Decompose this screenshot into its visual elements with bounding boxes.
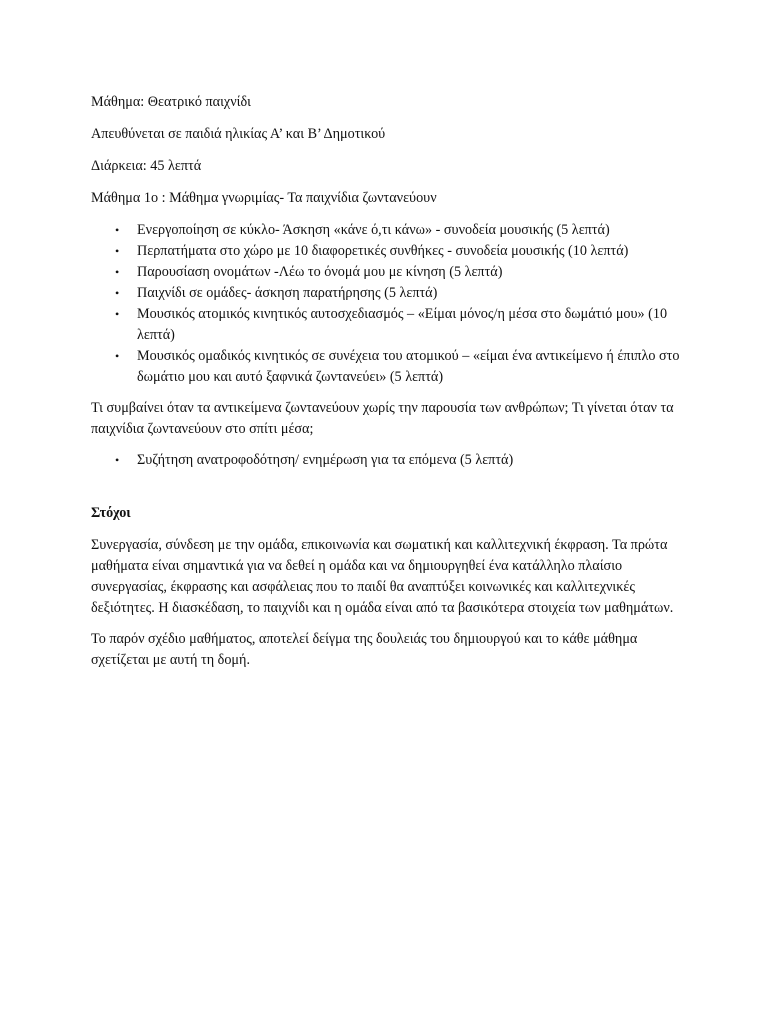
bullet-icon: • [115,223,120,237]
list-item [91,262,681,283]
reflection-question: Τι συμβαίνει όταν τα αντικείμενα ζωντανεύουν χωρίς την παρουσία των ανθρώπων; Τι γίνεται όταν τα παιχνίδια ζωντανεύουν στο σπίτι μέσα; [91,400,674,437]
bullet-icon: • [115,244,120,258]
discussion-list [91,450,681,471]
bullet-icon: • [115,453,120,467]
lesson-meta [91,92,681,209]
list-item-text: Παιχνίδι σε ομάδες- άσκηση παρατήρησης (5 λεπτά) [137,285,438,301]
list-item [91,450,681,471]
list-item-text: Συζήτηση ανατροφοδότηση/ ενημέρωση για τα επόμενα (5 λεπτά) [137,452,514,468]
list-item-text: Μουσικός ομαδικός κινητικός σε συνέχεια του ατομικού – «είμαι ένα αντικείμενο ή έπιπλο στο δωμάτιο μου και αυτό ξαφνικά ζωντανεύει» (5 λεπτά) [137,348,680,385]
list-item [91,346,681,388]
list-item [91,304,681,346]
list-item-text: Περπατήματα στο χώρο με 10 διαφορετικές συνθήκες - συνοδεία μουσικής (10 λεπτά) [137,243,629,259]
list-item [91,283,681,304]
list-item [91,241,681,262]
closing-paragraph: Το παρόν σχέδιο μαθήματος, αποτελεί δείγμα της δουλειάς του δημιουργού και το κάθε μάθημα σχετίζεται με αυτή τη δομή. [91,631,638,668]
goals-paragraph: Συνεργασία, σύνδεση με την ομάδα, επικοινωνία και σωματική και καλλιτεχνική έκφραση. Τα πρώτα μαθήματα είναι σημαντικά για να δεθεί η ομάδα και να δημιουργηθεί ένα κατάλληλο πλαίσιο συνεργασίας, έκφρασης και ασφάλειας που το παιδί θα αναπτύξει κοινωνικές και καλλιτεχνικές δεξιότητες. Η διασκέδαση, το παιχνίδι και η ομάδα είναι από τα βασικότερα στοιχεία των μαθημάτων. [91,537,674,616]
list-item-text: Παρουσίαση ονομάτων -Λέω το όνομά μου με κίνηση (5 λεπτά) [137,264,503,280]
lesson-one-text: Μάθημα 1ο : Μάθημα γνωριμίας- Τα παιχνίδια ζωντανεύουν [91,190,437,206]
document-body [91,92,681,682]
bullet-icon: • [115,265,120,279]
bullet-icon: • [115,349,120,363]
lesson-duration: Διάρκεια: 45 λεπτά [91,158,202,174]
list-item-text: Ενεργοποίηση σε κύκλο- Άσκηση «κάνε ό,τι κάνω» - συνοδεία μουσικής (5 λεπτά) [137,222,610,238]
goals-heading: Στόχοι [91,505,131,521]
list-item-text: Μουσικός ατομικός κινητικός αυτοσχεδιασμός – «Είμαι μόνος/η μέσα στο δωμάτιό μου» (10 λεπτά) [137,306,668,343]
lesson-one-title [91,188,681,209]
bullet-icon: • [115,286,120,300]
list-item [91,220,681,241]
lesson-audience: Απευθύνεται σε παιδιά ηλικίας Α’ και Β’ Δημοτικού [91,126,386,142]
lesson-title: Μάθημα: Θεατρικό παιχνίδι [91,94,251,110]
bullet-icon: • [115,307,120,321]
activity-list [91,220,681,388]
